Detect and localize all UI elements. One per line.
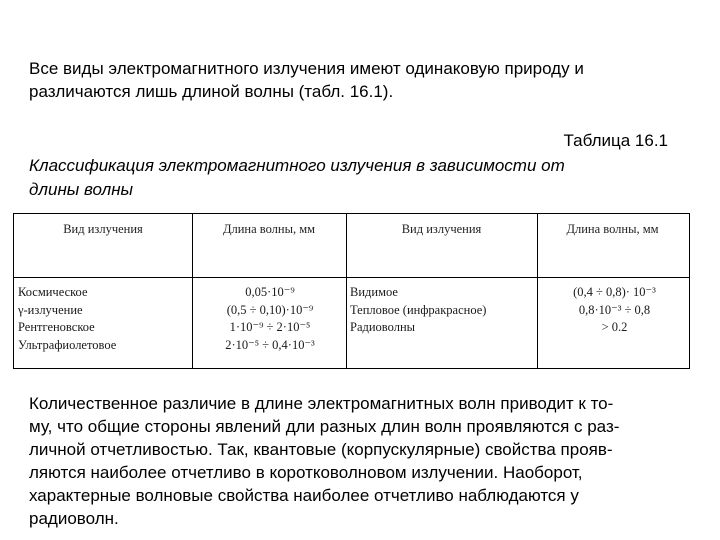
conclusion-line: личной отчетливостью. Так, квантовые (корпускулярные) свойства прояв-	[29, 440, 613, 459]
table-divider	[537, 214, 538, 368]
conclusion-line: радиоволн.	[29, 509, 119, 528]
table-cell: Радиоволны	[350, 320, 416, 334]
caption-line: Классификация электромагнитного излучения в зависимости от	[29, 156, 565, 175]
table-cell: (0,5 ÷ 0,10)·10⁻⁹	[226, 302, 314, 317]
table-cell: 2·10⁻⁵ ÷ 0,4·10⁻³	[225, 337, 315, 352]
table-divider	[192, 214, 193, 368]
table-header-divider	[14, 277, 689, 278]
table-column-wavelength-1	[196, 284, 344, 354]
table-cell: 0,8·10⁻³ ÷ 0,8	[578, 302, 651, 317]
table-header-wavelength-2: Длина волны, мм	[566, 222, 659, 236]
classification-table	[13, 213, 690, 369]
conclusion-line: Количественное различие в длине электромагнитных волн приводит к то-	[29, 394, 614, 413]
table-cell: Ультрафиолетовое	[18, 337, 117, 352]
conclusion-line: му, что общие стороны явлений дли разных длин волн проявляются с раз-	[29, 417, 620, 436]
intro-line: различаются лишь длиной волны (табл. 16.1).	[29, 82, 394, 101]
table-column-wavelength-2	[542, 284, 687, 337]
table-cell: Рентгеновское	[18, 320, 95, 334]
conclusion-paragraph	[29, 392, 689, 530]
conclusion-line: ляются наиболее отчетливо в коротковолновом излучении. Наоборот,	[29, 463, 583, 482]
table-number: Таблица 16.1	[563, 131, 668, 150]
table-header-type-1: Вид излучения	[63, 222, 143, 236]
table-cell: 1·10⁻⁹ ÷ 2·10⁻⁵	[229, 320, 311, 334]
table-column-type-2	[350, 284, 486, 337]
table-cell: Тепловое (инфракрасное)	[350, 302, 487, 317]
table-cell: Видимое	[350, 285, 398, 299]
intro-line: Все виды электромагнитного излучения имеют одинаковую природу и	[29, 59, 584, 78]
table-cell: 0,05·10⁻⁹	[245, 285, 295, 299]
intro-paragraph	[29, 57, 689, 103]
caption-line: длины волны	[29, 180, 134, 199]
table-header-wavelength-1: Длина волны, мм	[222, 222, 316, 236]
conclusion-line: характерные волновые свойства наиболее отчетливо наблюдаются у	[29, 486, 579, 505]
table-cell: γ-излучение	[18, 302, 83, 317]
table-column-type-1	[18, 284, 116, 354]
table-cell: (0,4 ÷ 0,8)· 10⁻³	[573, 285, 656, 299]
table-caption	[29, 154, 689, 202]
table-header-type-2: Вид излучения	[401, 222, 482, 236]
table-cell: > 0.2	[601, 320, 628, 334]
table-divider	[346, 214, 347, 368]
table-cell: Космическое	[18, 285, 88, 299]
